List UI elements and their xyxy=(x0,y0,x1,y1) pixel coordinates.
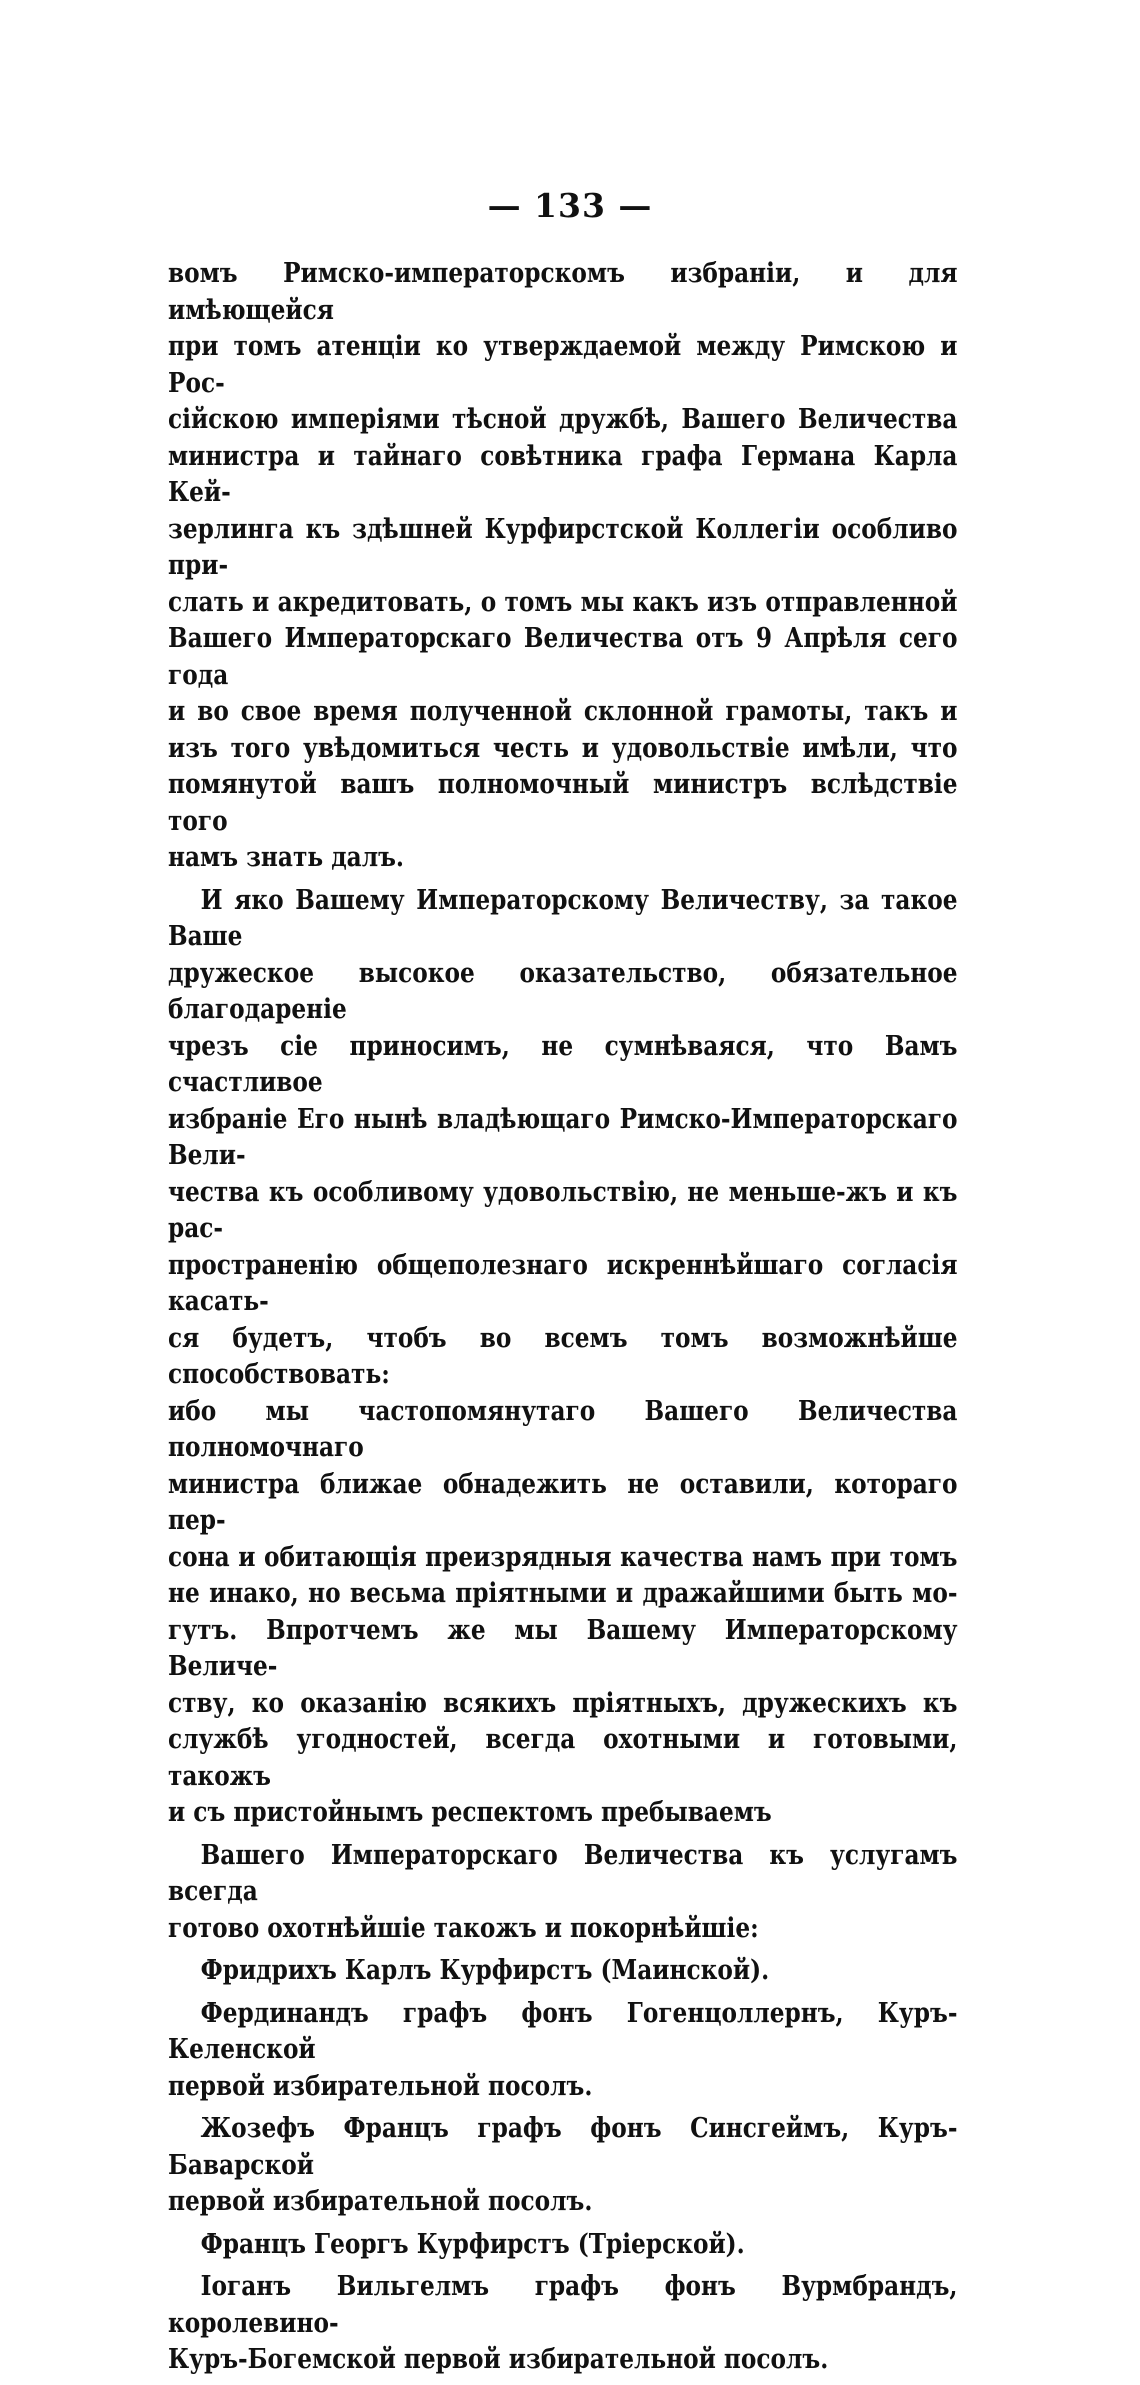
text-line: Вашего Императорскаго Величества отъ 9 Апрѣля сего года xyxy=(168,623,958,691)
text-line: министра ближае обнадежить не оставили, котораго пер- xyxy=(168,1468,958,1536)
text-line: Фердинандъ графъ фонъ Гогенцоллернъ, Куръ-Келенской xyxy=(168,1997,958,2065)
text-line: и во свое время полученной склонной грамоты, такъ и xyxy=(168,696,958,727)
text-line: сійскою имперіями тѣсной дружбѣ, Вашего Величества xyxy=(168,404,958,435)
text-line: Вашего Императорскаго Величества къ услугамъ всегда xyxy=(168,1839,958,1907)
text-line: помянутой вашъ полномочный министръ вслѣдствіе того xyxy=(168,769,958,837)
text-line: не инако, но весьма пріятными и дражайшими быть мо- xyxy=(168,1578,958,1609)
signature-line xyxy=(168,1953,957,1990)
text-line: избраніе Его нынѣ владѣющаго Римско-Императорскаго Вели- xyxy=(168,1103,958,1171)
text-line: ся будетъ, чтобъ во всемъ томъ возможнѣйше способствовать: xyxy=(168,1322,958,1390)
text-line: и съ пристойнымъ респектомъ пребываемъ xyxy=(168,1797,772,1828)
text-line: намъ знать далъ. xyxy=(168,842,404,873)
page-number: — 133 — xyxy=(487,186,653,225)
signature-line xyxy=(168,2227,957,2264)
text-line: изъ того увѣдомиться честь и удовольствіе имѣли, что xyxy=(168,732,958,764)
paragraph xyxy=(168,1838,957,1948)
text-line: зерлинга къ здѣшней Курфирстской Коллегіи особливо при- xyxy=(168,513,958,581)
text-line: готово охотнѣйшіе такожъ и покорнѣйшіе: xyxy=(168,1912,759,1944)
text-line: Францъ Георгъ Курфирстъ (Тріерской). xyxy=(200,2228,745,2260)
text-line: вомъ Римско-императорскомъ избраніи, и для имѣющейся xyxy=(168,258,958,326)
text-line: гутъ. Впротчемъ же мы Вашему Императорскому Величе- xyxy=(168,1614,958,1682)
text-line: Іоганъ Вильгелмъ графъ фонъ Вурмбрандъ, королевино- xyxy=(168,2271,958,2339)
text-line: первой избирательной посолъ. xyxy=(168,2070,593,2102)
text-line: Куръ-Богемской первой избирательной посолъ. xyxy=(168,2344,829,2375)
text-line: чества къ особливому удовольствію, не меньше-жъ и къ рас- xyxy=(168,1176,958,1244)
paragraph xyxy=(168,883,957,1832)
text-line: чрезъ сіе приносимъ, не сумнѣваяся, что Вамъ счастливое xyxy=(168,1030,958,1098)
text-line: службѣ угодностей, всегда охотными и готовыми, такожъ xyxy=(168,1724,958,1792)
signature-line xyxy=(168,1996,957,2106)
text-line: Жозефъ Францъ графъ фонъ Синсгеймъ, Куръ-Баварской xyxy=(168,2113,958,2181)
paragraph xyxy=(168,256,957,877)
text-line: министра и тайнаго совѣтника графа Германа Карла Кей- xyxy=(168,440,958,508)
text-line: Фридрихъ Карлъ Курфирстъ (Маинской). xyxy=(200,1955,770,1986)
text-block xyxy=(168,256,957,2385)
text-line: ству, ко оказанію всякихъ пріятныхъ, дружескихъ къ xyxy=(168,1687,958,1719)
text-line: сона и обитающія преизрядныя качества намъ при томъ xyxy=(168,1541,958,1573)
signature-line xyxy=(168,2111,957,2221)
text-line: И яко Вашему Императорскому Величеству, за такое Ваше xyxy=(168,884,958,952)
text-line: пространенію общеполезнаго искреннѣйшаго согласія касать- xyxy=(168,1249,958,1317)
text-line: слать и акредитовать, о томъ мы какъ изъ отправленной xyxy=(168,586,958,618)
signature-line xyxy=(168,2269,957,2379)
text-line: при томъ атенціи ко утверждаемой между Римскою и Рос- xyxy=(168,331,958,399)
text-line: дружеское высокое оказательство, обязательное благодареніе xyxy=(168,957,958,1025)
text-line: ибо мы частопомянутаго Вашего Величества полномочнаго xyxy=(168,1395,958,1463)
text-line: первой избирательной посолъ. xyxy=(168,2186,593,2217)
